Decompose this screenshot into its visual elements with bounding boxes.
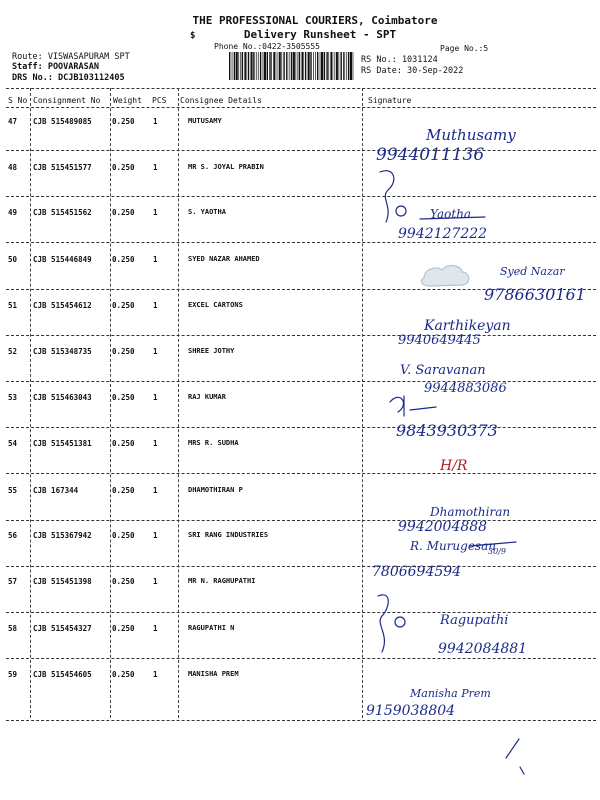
col-header-signature: Signature xyxy=(368,96,412,105)
row-weight: 0.250 xyxy=(112,208,135,217)
row-pcs: 1 xyxy=(153,670,158,679)
row-weight: 0.250 xyxy=(112,117,135,126)
row-consignee-name: EXCEL CARTONS xyxy=(188,301,243,309)
col-header-weight: Weight xyxy=(113,96,142,105)
row-weight: 0.250 xyxy=(112,347,135,356)
rs-number: RS No.: 1031124 xyxy=(361,55,438,65)
phone-number: Phone No.:0422-3505555 xyxy=(214,42,320,51)
row-consignment-no: CJB 515348735 xyxy=(33,347,92,356)
handwriting-s56-date: 30/9 xyxy=(488,547,506,556)
row-sno: 56 xyxy=(8,531,18,540)
handwriting-s56-phone: 7806694594 xyxy=(372,564,462,580)
handwriting-s59-phone: 9159038804 xyxy=(366,703,456,719)
handwriting-s47-phone: 9944011136 xyxy=(376,145,485,165)
row-consignment-no: CJB 515451381 xyxy=(33,439,92,448)
row-sno: 58 xyxy=(8,624,18,633)
row-weight: 0.250 xyxy=(112,670,135,679)
drs-number: DRS No.: DCJB103112405 xyxy=(12,73,125,83)
staff-label: Staff: POOVARASAN xyxy=(12,62,99,72)
row-pcs: 1 xyxy=(153,255,158,264)
row-pcs: 1 xyxy=(153,347,158,356)
handwriting-s58-phone: 9942084881 xyxy=(438,641,528,657)
row-sno: 57 xyxy=(8,577,18,586)
row-sno: 54 xyxy=(8,439,18,448)
row-weight: 0.250 xyxy=(112,624,135,633)
col-header-pcs: PCS xyxy=(152,96,167,105)
row-sno: 50 xyxy=(8,255,18,264)
row-consignment-no: CJB 515454612 xyxy=(33,301,92,310)
row-weight: 0.250 xyxy=(112,301,135,310)
brace-mark xyxy=(378,595,388,652)
handwriting-s56-name: R. Murugesan xyxy=(410,539,496,553)
handwriting-s53-phone: 9843930373 xyxy=(396,421,498,440)
row-consignee-name: SHREE JOTHY xyxy=(188,347,235,355)
route-label: Route: VISWASAPURAM SPT xyxy=(12,52,130,62)
handwriting-s50-name: Syed Nazar xyxy=(500,265,565,278)
handwriting-s49-name: Yaotha xyxy=(430,207,472,221)
handwriting-s47-name: Muthusamy xyxy=(426,126,516,144)
row-consignment-no: CJB 515454605 xyxy=(33,670,92,679)
col-header-consignment: Consignment No xyxy=(33,96,101,105)
row-consignment-no: CJB 515454327 xyxy=(33,624,92,633)
handwriting-s51-phone: 9940649445 xyxy=(398,333,481,348)
row-consignment-no: CJB 167344 xyxy=(33,486,79,495)
row-sno: 51 xyxy=(8,301,18,310)
sheet-title: Delivery Runsheet - SPT xyxy=(243,28,397,41)
row-pcs: 1 xyxy=(153,163,158,172)
row-consignment-no: CJB 515367942 xyxy=(33,531,92,540)
row-weight: 0.250 xyxy=(112,393,135,402)
tick-mark xyxy=(506,739,519,758)
row-sno: 52 xyxy=(8,347,18,356)
row-sno: 59 xyxy=(8,670,18,679)
signature-scribble xyxy=(390,396,436,416)
handwriting-s55-name: Dhamothiran xyxy=(430,505,511,519)
row-weight: 0.250 xyxy=(112,163,135,172)
handwriting-s54-note: H/R xyxy=(440,458,468,474)
row-consignment-no: CJB 515489085 xyxy=(33,117,92,126)
row-pcs: 1 xyxy=(153,624,158,633)
page-number: Page No.:5 xyxy=(440,44,489,53)
row-sno: 48 xyxy=(8,163,18,172)
row-consignee-name: RAJ KUMAR xyxy=(188,393,226,401)
row-pcs: 1 xyxy=(153,117,158,126)
row-weight: 0.250 xyxy=(112,531,135,540)
rs-date: RS Date: 30-Sep-2022 xyxy=(361,66,464,76)
dollar-mark: $ xyxy=(190,31,196,41)
row-weight: 0.250 xyxy=(112,486,135,495)
tick-mark xyxy=(520,767,524,774)
row-pcs: 1 xyxy=(153,531,158,540)
row-consignment-no: CJB 515463043 xyxy=(33,393,92,402)
row-consignee-name: MR S. JOYAL PRABIN xyxy=(188,163,264,171)
cloud-smudge-icon xyxy=(422,266,469,286)
row-weight: 0.250 xyxy=(112,255,135,264)
handwriting-s49-phone: 9942127222 xyxy=(398,226,488,242)
row-pcs: 1 xyxy=(153,301,158,310)
row-pcs: 1 xyxy=(153,486,158,495)
row-sno: 55 xyxy=(8,486,18,495)
row-consignment-no: CJB 515451562 xyxy=(33,208,92,217)
row-sno: 47 xyxy=(8,117,18,126)
row-pcs: 1 xyxy=(153,577,158,586)
row-consignment-no: CJB 515451398 xyxy=(33,577,92,586)
company-title: THE PROFESSIONAL COURIERS, Coimbatore xyxy=(192,14,438,27)
brace-mark xyxy=(380,171,394,222)
row-consignee-name: MANISHA PREM xyxy=(188,670,239,678)
row-sno: 49 xyxy=(8,208,18,217)
row-consignee-name: DHAMOTHIRAN P xyxy=(188,486,243,494)
row-consignment-no: CJB 515446849 xyxy=(33,255,92,264)
row-weight: 0.250 xyxy=(112,577,135,586)
row-consignee-name: RAGUPATHI N xyxy=(188,624,235,632)
row-consignee-name: SYED NAZAR AHAMED xyxy=(188,255,260,263)
handwriting-s50-phone: 9786630161 xyxy=(484,285,586,304)
row-consignee-name: MRS R. SUDHA xyxy=(188,439,239,447)
handwriting-s59-name: Manisha Prem xyxy=(410,687,491,700)
row-consignee-name: MUTUSAMY xyxy=(188,117,222,125)
circle-mark xyxy=(395,617,405,627)
row-weight: 0.250 xyxy=(112,439,135,448)
handwriting-s52-phone: 9944883086 xyxy=(424,381,507,396)
row-consignee-name: MR N. RAGHUPATHI xyxy=(188,577,256,585)
row-consignment-no: CJB 515451577 xyxy=(33,163,92,172)
row-pcs: 1 xyxy=(153,393,158,402)
row-consignee-name: S. YAOTHA xyxy=(188,208,226,216)
handwriting-s52-name: V. Saravanan xyxy=(400,363,486,378)
row-consignee-name: SRI RANG INDUSTRIES xyxy=(188,531,269,539)
row-pcs: 1 xyxy=(153,439,158,448)
col-header-consignee: Consignee Details xyxy=(180,96,262,105)
col-header-sno: S No xyxy=(8,96,28,105)
row-sno: 53 xyxy=(8,393,18,402)
row-pcs: 1 xyxy=(153,208,158,217)
circle-mark xyxy=(396,206,406,216)
handwriting-s51-name: Karthikeyan xyxy=(424,318,511,334)
handwriting-s58-name: Ragupathi xyxy=(440,613,509,628)
handwriting-s55-phone: 9942004888 xyxy=(398,519,488,535)
